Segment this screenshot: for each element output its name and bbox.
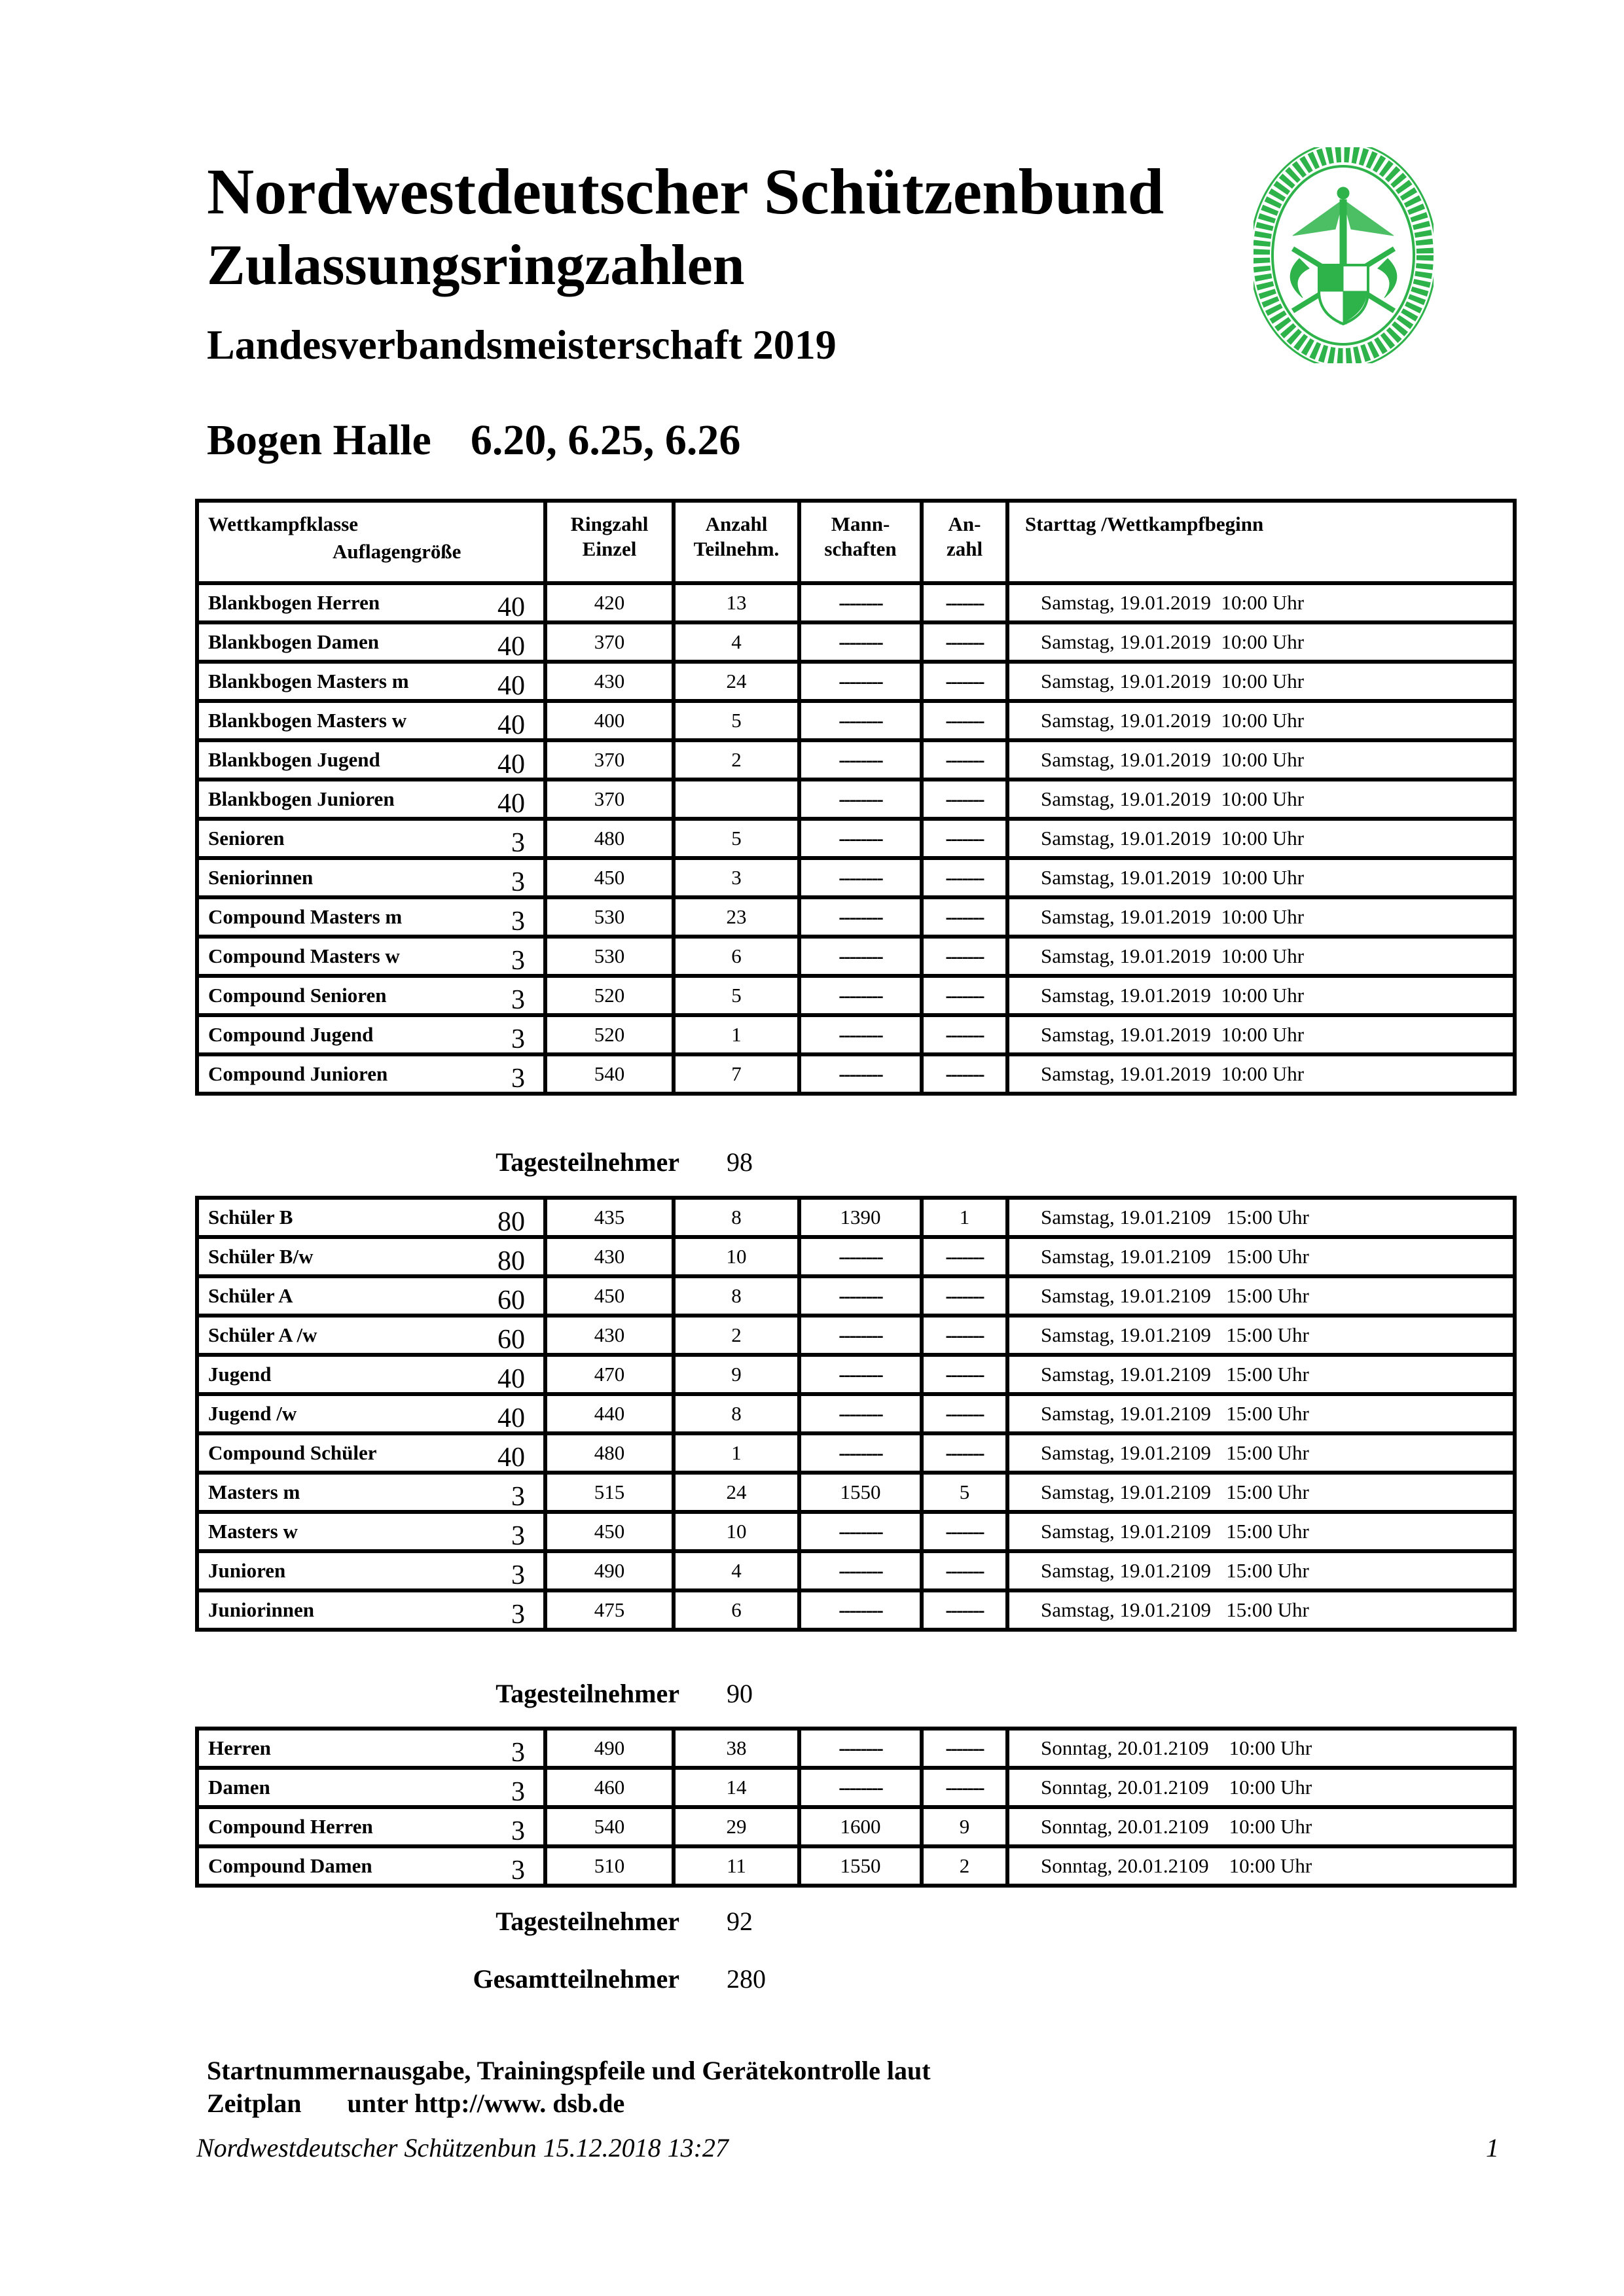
team-score-cell: -------- xyxy=(799,1768,922,1807)
participants-cell: 1 xyxy=(674,1433,799,1473)
ring-score-cell: 430 xyxy=(545,662,674,701)
team-score-cell: -------- xyxy=(799,1433,922,1473)
class-cell xyxy=(197,740,545,780)
start-date-cell: Samstag, 19.01.2019 10:00 Uhr xyxy=(1007,662,1515,701)
target-size: 40 xyxy=(497,632,525,662)
class-cell xyxy=(197,662,545,701)
team-score-cell: -------- xyxy=(799,662,922,701)
participants-cell: 13 xyxy=(674,583,799,622)
class-cell xyxy=(197,1807,545,1846)
note-line-1: Startnummernausgabe, Trainingspfeile und Gerätekontrolle laut xyxy=(207,2056,931,2085)
start-date-cell: Samstag, 19.01.2019 10:00 Uhr xyxy=(1007,583,1515,622)
note-url: unter http://www. dsb.de xyxy=(347,2089,625,2118)
team-score-cell: -------- xyxy=(799,1015,922,1054)
document-subtitle: Zulassungsringzahlen xyxy=(207,234,745,297)
class-cell xyxy=(197,622,545,662)
target-size: 40 xyxy=(497,1403,525,1433)
table-row xyxy=(197,1473,1515,1512)
class-cell xyxy=(197,1054,545,1094)
target-size: 3 xyxy=(511,1856,525,1886)
team-score-cell: -------- xyxy=(799,1729,922,1768)
start-date-cell: Sonntag, 20.01.2109 10:00 Uhr xyxy=(1007,1729,1515,1768)
event-name: Landesverbandsmeisterschaft 2019 xyxy=(207,321,837,368)
team-count-cell: ------- xyxy=(922,819,1007,858)
ring-score-cell: 370 xyxy=(545,780,674,819)
participants-cell: 6 xyxy=(674,937,799,976)
header-line: schaften xyxy=(824,537,897,560)
team-score-cell: -------- xyxy=(799,976,922,1015)
start-date-cell: Samstag, 19.01.2019 10:00 Uhr xyxy=(1007,937,1515,976)
target-size: 3 xyxy=(511,1521,525,1551)
participants-cell: 10 xyxy=(674,1512,799,1551)
team-count-cell: ------- xyxy=(922,897,1007,937)
grand-total-value: 280 xyxy=(727,1964,766,1994)
table-row xyxy=(197,1551,1515,1590)
class-cell xyxy=(197,1590,545,1630)
ring-score-cell: 490 xyxy=(545,1729,674,1768)
class-cell xyxy=(197,780,545,819)
team-count-cell: ------- xyxy=(922,780,1007,819)
class-cell xyxy=(197,976,545,1015)
ring-score-cell: 540 xyxy=(545,1807,674,1846)
table-row xyxy=(197,1015,1515,1054)
target-size: 80 xyxy=(497,1246,525,1276)
team-count-cell: ------- xyxy=(922,1237,1007,1276)
team-count-cell: ------- xyxy=(922,1054,1007,1094)
entries-table-section xyxy=(195,499,1517,1096)
class-cell xyxy=(197,858,545,897)
participants-cell: 23 xyxy=(674,897,799,937)
table-row xyxy=(197,1768,1515,1807)
target-size: 40 xyxy=(497,671,525,701)
ring-score-cell: 540 xyxy=(545,1054,674,1094)
class-name: Jugend xyxy=(208,1363,272,1386)
column-header-class-label: Wettkampfklasse xyxy=(208,512,359,535)
table-row xyxy=(197,1355,1515,1394)
start-date-cell: Samstag, 19.01.2019 10:00 Uhr xyxy=(1007,976,1515,1015)
target-size: 40 xyxy=(497,749,525,780)
table-row xyxy=(197,1316,1515,1355)
class-cell xyxy=(197,1473,545,1512)
target-size: 40 xyxy=(497,789,525,819)
participants-cell: 7 xyxy=(674,1054,799,1094)
table-header-row xyxy=(197,501,1515,583)
class-name: Schüler A xyxy=(208,1284,293,1307)
class-cell xyxy=(197,1729,545,1768)
class-name: Blankbogen Damen xyxy=(208,630,379,653)
ring-score-cell: 460 xyxy=(545,1768,674,1807)
target-size: 40 xyxy=(497,1364,525,1394)
table-row xyxy=(197,780,1515,819)
ring-score-cell: 530 xyxy=(545,897,674,937)
header-line: Teilnehm. xyxy=(693,537,780,560)
class-name: Schüler B/w xyxy=(208,1245,314,1268)
team-score-cell: -------- xyxy=(799,1276,922,1316)
header-line: Ringzahl xyxy=(570,512,649,535)
table-row xyxy=(197,1512,1515,1551)
team-count-cell: ------- xyxy=(922,701,1007,740)
start-date-cell: Samstag, 19.01.2109 15:00 Uhr xyxy=(1007,1237,1515,1276)
ring-score-cell: 520 xyxy=(545,976,674,1015)
team-count-cell: 9 xyxy=(922,1807,1007,1846)
participants-cell: 9 xyxy=(674,1355,799,1394)
target-size: 40 xyxy=(497,710,525,740)
daily-total-value: 90 xyxy=(727,1679,753,1708)
class-name: Compound Herren xyxy=(208,1815,373,1838)
target-size: 3 xyxy=(511,906,525,937)
team-count-cell: ------- xyxy=(922,976,1007,1015)
team-score-cell: -------- xyxy=(799,701,922,740)
start-date-cell: Samstag, 19.01.2109 15:00 Uhr xyxy=(1007,1355,1515,1394)
team-score-cell: -------- xyxy=(799,1551,922,1590)
class-name: Schüler B xyxy=(208,1206,293,1229)
ring-score-cell: 450 xyxy=(545,858,674,897)
header-line: An- xyxy=(948,512,981,535)
daily-total-value: 92 xyxy=(727,1907,753,1936)
table-row xyxy=(197,583,1515,622)
class-name: Compound Damen xyxy=(208,1854,372,1877)
page-number: 1 xyxy=(1486,2133,1499,2162)
team-count-cell: ------- xyxy=(922,583,1007,622)
discipline-name: Bogen Halle xyxy=(207,416,431,464)
target-size: 3 xyxy=(511,985,525,1015)
class-name: Blankbogen Masters m xyxy=(208,670,409,692)
participants-cell: 24 xyxy=(674,662,799,701)
class-name: Blankbogen Jugend xyxy=(208,748,380,771)
table-row xyxy=(197,622,1515,662)
team-count-cell: ------- xyxy=(922,1316,1007,1355)
participants-cell: 5 xyxy=(674,701,799,740)
team-count-cell: ------- xyxy=(922,1276,1007,1316)
team-count-cell: ------- xyxy=(922,1768,1007,1807)
class-cell xyxy=(197,583,545,622)
ring-score-cell: 520 xyxy=(545,1015,674,1054)
participants-cell: 14 xyxy=(674,1768,799,1807)
start-date-cell: Samstag, 19.01.2109 15:00 Uhr xyxy=(1007,1433,1515,1473)
team-count-cell: 1 xyxy=(922,1198,1007,1237)
participants-cell: 5 xyxy=(674,976,799,1015)
daily-total-label: Tagesteilnehmer xyxy=(496,1147,679,1177)
start-date-cell: Sonntag, 20.01.2109 10:00 Uhr xyxy=(1007,1768,1515,1807)
team-count-cell: ------- xyxy=(922,1729,1007,1768)
participants-cell: 4 xyxy=(674,1551,799,1590)
table-row xyxy=(197,897,1515,937)
header-line: Mann- xyxy=(831,512,890,535)
target-size: 3 xyxy=(511,946,525,976)
team-score-cell: -------- xyxy=(799,1054,922,1094)
discipline-codes: 6.20, 6.25, 6.26 xyxy=(470,416,741,464)
team-score-cell: -------- xyxy=(799,780,922,819)
class-name: Compound Senioren xyxy=(208,984,387,1007)
start-date-cell: Samstag, 19.01.2109 15:00 Uhr xyxy=(1007,1198,1515,1237)
class-cell xyxy=(197,1846,545,1886)
class-cell xyxy=(197,1015,545,1054)
target-size: 3 xyxy=(511,828,525,858)
team-score-cell: -------- xyxy=(799,1394,922,1433)
participants-cell: 4 xyxy=(674,622,799,662)
participants-cell: 3 xyxy=(674,858,799,897)
target-size: 3 xyxy=(511,1482,525,1512)
team-score-cell: -------- xyxy=(799,740,922,780)
table-row xyxy=(197,740,1515,780)
start-date-cell: Samstag, 19.01.2109 15:00 Uhr xyxy=(1007,1394,1515,1433)
team-score-cell: -------- xyxy=(799,1237,922,1276)
team-score-cell: -------- xyxy=(799,1590,922,1630)
start-date-cell: Samstag, 19.01.2019 10:00 Uhr xyxy=(1007,1015,1515,1054)
table-row xyxy=(197,1846,1515,1886)
class-cell xyxy=(197,1198,545,1237)
start-date-cell: Samstag, 19.01.2019 10:00 Uhr xyxy=(1007,897,1515,937)
team-score-cell: -------- xyxy=(799,819,922,858)
grand-total-label: Gesamtteilnehmer xyxy=(473,1964,679,1994)
target-size: 3 xyxy=(511,1600,525,1630)
team-score-cell: 1600 xyxy=(799,1807,922,1846)
target-size: 40 xyxy=(497,1443,525,1473)
class-cell xyxy=(197,897,545,937)
class-cell xyxy=(197,819,545,858)
participants-cell: 11 xyxy=(674,1846,799,1886)
team-score-cell: -------- xyxy=(799,897,922,937)
document-title: Nordwestdeutscher Schützenbund xyxy=(207,155,1164,228)
team-count-cell: ------- xyxy=(922,622,1007,662)
start-date-cell: Samstag, 19.01.2109 15:00 Uhr xyxy=(1007,1590,1515,1630)
class-name: Masters m xyxy=(208,1480,300,1503)
team-score-cell: -------- xyxy=(799,937,922,976)
class-name: Compound Masters w xyxy=(208,944,400,967)
class-name: Damen xyxy=(208,1776,270,1799)
participants-cell: 8 xyxy=(674,1276,799,1316)
class-cell xyxy=(197,1237,545,1276)
team-count-cell: ------- xyxy=(922,1394,1007,1433)
participants-cell: 29 xyxy=(674,1807,799,1846)
team-count-cell: ------- xyxy=(922,1433,1007,1473)
class-cell xyxy=(197,937,545,976)
start-date-cell: Samstag, 19.01.2019 10:00 Uhr xyxy=(1007,701,1515,740)
ring-score-cell: 435 xyxy=(545,1198,674,1237)
start-date-cell: Samstag, 19.01.2019 10:00 Uhr xyxy=(1007,780,1515,819)
column-header-start: Starttag /Wettkampfbeginn xyxy=(1007,501,1515,583)
note-schedule: Zeitplan xyxy=(207,2089,302,2118)
header-line: Anzahl xyxy=(705,512,768,535)
class-name: Blankbogen Herren xyxy=(208,591,380,614)
header-line: zahl xyxy=(946,537,983,560)
ring-score-cell: 430 xyxy=(545,1237,674,1276)
column-header-target-size: Auflagengröße xyxy=(333,540,461,563)
start-date-cell: Samstag, 19.01.2019 10:00 Uhr xyxy=(1007,740,1515,780)
team-count-cell: 2 xyxy=(922,1846,1007,1886)
ring-score-cell: 530 xyxy=(545,937,674,976)
class-name: Masters w xyxy=(208,1520,298,1543)
ring-score-cell: 430 xyxy=(545,1316,674,1355)
target-size: 80 xyxy=(497,1207,525,1237)
class-cell xyxy=(197,1355,545,1394)
target-size: 3 xyxy=(511,1816,525,1846)
start-date-cell: Samstag, 19.01.2019 10:00 Uhr xyxy=(1007,858,1515,897)
start-date-cell: Samstag, 19.01.2109 15:00 Uhr xyxy=(1007,1473,1515,1512)
entries-table-section xyxy=(195,1196,1517,1632)
target-size: 3 xyxy=(511,1738,525,1768)
daily-total-label: Tagesteilnehmer xyxy=(496,1679,679,1708)
target-size: 3 xyxy=(511,1560,525,1590)
ring-score-cell: 510 xyxy=(545,1846,674,1886)
team-score-cell: -------- xyxy=(799,1316,922,1355)
class-cell xyxy=(197,1433,545,1473)
class-cell xyxy=(197,1394,545,1433)
team-count-cell: ------- xyxy=(922,1551,1007,1590)
team-count-cell: ------- xyxy=(922,1512,1007,1551)
start-date-cell: Samstag, 19.01.2109 15:00 Uhr xyxy=(1007,1276,1515,1316)
team-score-cell: -------- xyxy=(799,1355,922,1394)
table-row xyxy=(197,1590,1515,1630)
participants-cell: 6 xyxy=(674,1590,799,1630)
class-name: Junioren xyxy=(208,1559,286,1582)
class-name: Compound Jugend xyxy=(208,1023,374,1046)
ring-score-cell: 370 xyxy=(545,740,674,780)
team-count-cell: ------- xyxy=(922,662,1007,701)
table-row xyxy=(197,819,1515,858)
start-date-cell: Samstag, 19.01.2109 15:00 Uhr xyxy=(1007,1316,1515,1355)
footer-text: Nordwestdeutscher Schützenbun 15.12.2018 13:27 xyxy=(196,2133,729,2162)
ring-score-cell: 450 xyxy=(545,1276,674,1316)
participants-cell: 2 xyxy=(674,740,799,780)
team-score-cell: -------- xyxy=(799,583,922,622)
participants-cell: 38 xyxy=(674,1729,799,1768)
team-score-cell: 1550 xyxy=(799,1846,922,1886)
class-name: Jugend /w xyxy=(208,1402,297,1425)
table-row xyxy=(197,1198,1515,1237)
class-name: Juniorinnen xyxy=(208,1598,314,1621)
class-name: Herren xyxy=(208,1736,271,1759)
class-name: Compound Junioren xyxy=(208,1062,388,1085)
ring-score-cell: 440 xyxy=(545,1394,674,1433)
class-cell xyxy=(197,1512,545,1551)
team-score-cell: -------- xyxy=(799,1512,922,1551)
table-row xyxy=(197,976,1515,1015)
class-name: Seniorinnen xyxy=(208,866,314,889)
start-date-cell: Sonntag, 20.01.2109 10:00 Uhr xyxy=(1007,1807,1515,1846)
participants-cell: 8 xyxy=(674,1198,799,1237)
table-row xyxy=(197,1276,1515,1316)
ring-score-cell: 490 xyxy=(545,1551,674,1590)
target-size: 60 xyxy=(497,1285,525,1316)
class-name: Blankbogen Junioren xyxy=(208,787,395,810)
team-count-cell: ------- xyxy=(922,1015,1007,1054)
column-header-class xyxy=(197,501,545,583)
participants-cell: 8 xyxy=(674,1394,799,1433)
column-header-team-count xyxy=(922,501,1007,583)
target-size: 60 xyxy=(497,1325,525,1355)
target-size: 3 xyxy=(511,1777,525,1807)
class-cell xyxy=(197,1768,545,1807)
daily-total-value: 98 xyxy=(727,1147,753,1177)
start-date-cell: Samstag, 19.01.2109 15:00 Uhr xyxy=(1007,1551,1515,1590)
ring-score-cell: 515 xyxy=(545,1473,674,1512)
ring-score-cell: 420 xyxy=(545,583,674,622)
table-row xyxy=(197,1433,1515,1473)
table-row xyxy=(197,1729,1515,1768)
column-header-participants xyxy=(674,501,799,583)
participants-cell xyxy=(674,780,799,819)
target-size: 3 xyxy=(511,867,525,897)
class-cell xyxy=(197,701,545,740)
ring-score-cell: 470 xyxy=(545,1355,674,1394)
ring-score-cell: 475 xyxy=(545,1590,674,1630)
class-cell xyxy=(197,1276,545,1316)
team-score-cell: -------- xyxy=(799,622,922,662)
team-score-cell: 1390 xyxy=(799,1198,922,1237)
table-row xyxy=(197,1237,1515,1276)
target-size: 40 xyxy=(497,592,525,622)
discipline-heading xyxy=(207,416,740,465)
team-score-cell: -------- xyxy=(799,858,922,897)
table-row xyxy=(197,858,1515,897)
team-count-cell: ------- xyxy=(922,740,1007,780)
class-name: Senioren xyxy=(208,827,285,850)
ring-score-cell: 400 xyxy=(545,701,674,740)
daily-total-label: Tagesteilnehmer xyxy=(496,1907,679,1936)
participants-cell: 2 xyxy=(674,1316,799,1355)
participants-cell: 24 xyxy=(674,1473,799,1512)
start-date-cell: Sonntag, 20.01.2109 10:00 Uhr xyxy=(1007,1846,1515,1886)
start-date-cell: Samstag, 19.01.2019 10:00 Uhr xyxy=(1007,1054,1515,1094)
table-row xyxy=(197,937,1515,976)
start-date-cell: Samstag, 19.01.2109 15:00 Uhr xyxy=(1007,1512,1515,1551)
table-row xyxy=(197,1807,1515,1846)
target-size: 3 xyxy=(511,1064,525,1094)
ring-score-cell: 450 xyxy=(545,1512,674,1551)
column-header-ring-score xyxy=(545,501,674,583)
ring-score-cell: 370 xyxy=(545,622,674,662)
team-count-cell: ------- xyxy=(922,1355,1007,1394)
participants-cell: 10 xyxy=(674,1237,799,1276)
team-count-cell: 5 xyxy=(922,1473,1007,1512)
header-line: Einzel xyxy=(582,537,637,560)
column-header-teams xyxy=(799,501,922,583)
class-name: Compound Schüler xyxy=(208,1441,377,1464)
association-seal-logo xyxy=(1254,147,1434,363)
class-cell xyxy=(197,1316,545,1355)
team-count-cell: ------- xyxy=(922,1590,1007,1630)
team-score-cell: 1550 xyxy=(799,1473,922,1512)
ring-score-cell: 480 xyxy=(545,1433,674,1473)
table-row xyxy=(197,701,1515,740)
table-row xyxy=(197,1054,1515,1094)
class-name: Blankbogen Masters w xyxy=(208,709,407,732)
start-date-cell: Samstag, 19.01.2019 10:00 Uhr xyxy=(1007,622,1515,662)
team-count-cell: ------- xyxy=(922,937,1007,976)
team-count-cell: ------- xyxy=(922,858,1007,897)
participants-cell: 1 xyxy=(674,1015,799,1054)
table-row xyxy=(197,662,1515,701)
class-name: Compound Masters m xyxy=(208,905,403,928)
class-name: Schüler A /w xyxy=(208,1323,317,1346)
ring-score-cell: 480 xyxy=(545,819,674,858)
class-cell xyxy=(197,1551,545,1590)
note-line-2 xyxy=(207,2088,624,2119)
participants-cell: 5 xyxy=(674,819,799,858)
table-row xyxy=(197,1394,1515,1433)
target-size: 3 xyxy=(511,1024,525,1054)
start-date-cell: Samstag, 19.01.2019 10:00 Uhr xyxy=(1007,819,1515,858)
entries-table-section xyxy=(195,1727,1517,1888)
